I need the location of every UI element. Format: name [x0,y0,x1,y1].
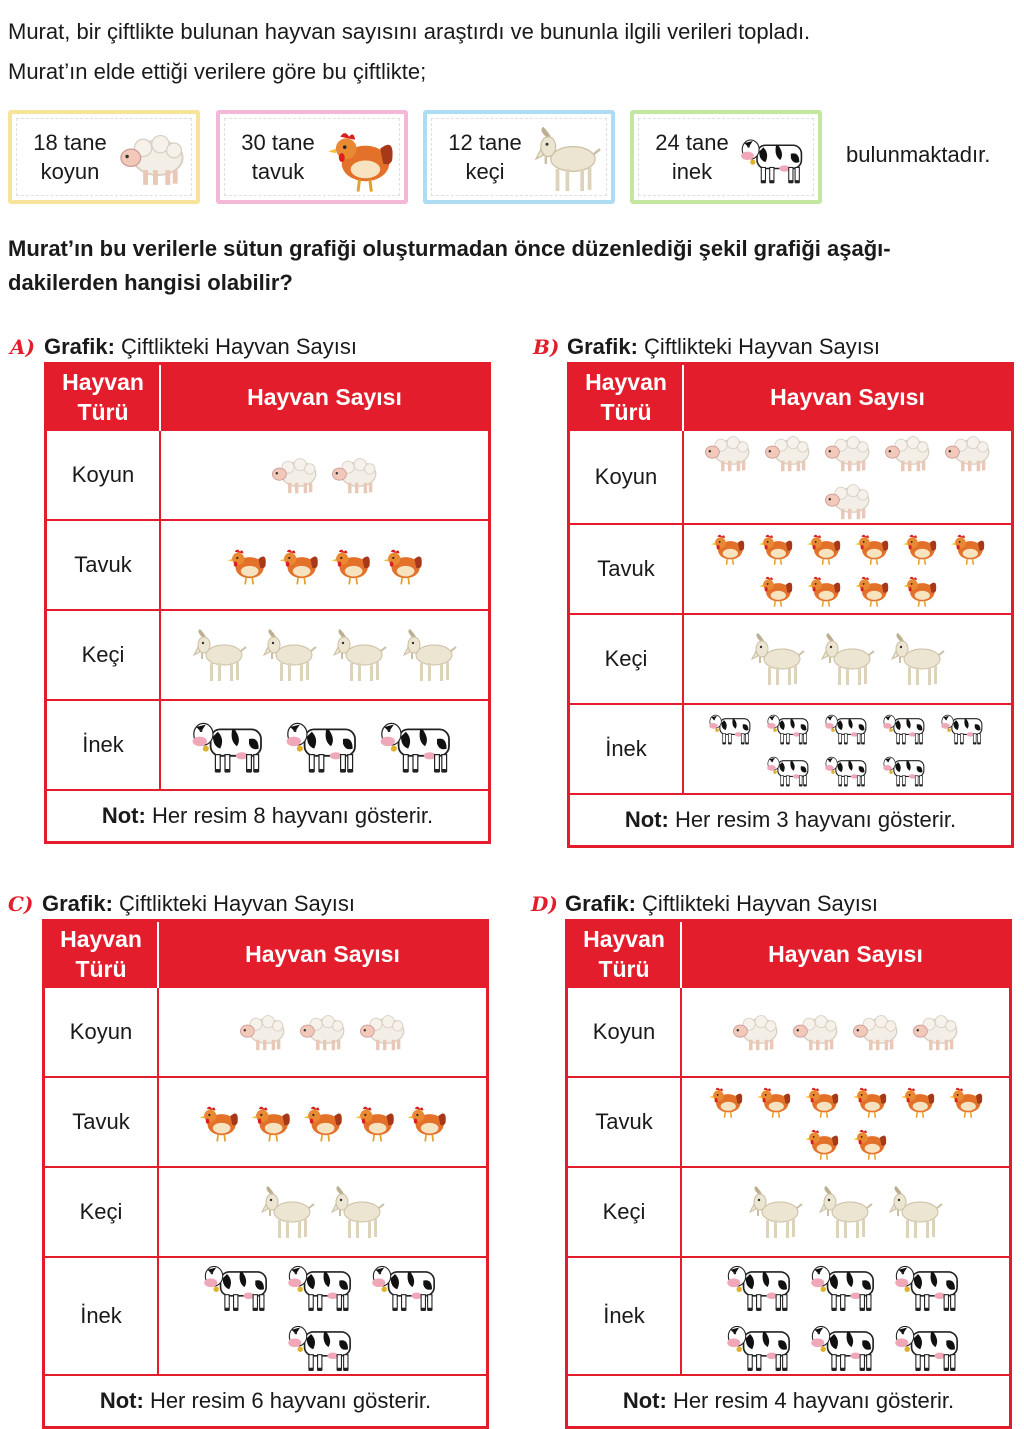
goat-icon [327,1182,389,1242]
graph-label: Grafik: [44,334,115,359]
option-letter: A) [10,335,35,359]
graph-label: Grafik: [567,334,638,359]
card-count: 24 tane [655,130,729,155]
row-icons [683,524,1013,614]
goat-icon [531,122,605,196]
row-animal-name: Keçi [567,1167,682,1257]
row-animal-name: Koyun [46,430,161,520]
sheep-icon [269,453,321,497]
note-label: Not: [99,1388,144,1413]
cards-tail-text: bulunmaktadır. [846,142,991,167]
row-icons [160,610,490,700]
card-cow [630,110,822,204]
intro-text [8,12,1016,92]
row-animal-name: Keçi [569,614,684,704]
goat-icon [329,625,391,685]
cow-icon [707,709,757,747]
table-row [44,1077,488,1167]
table-row [46,520,490,610]
table-row [46,430,490,520]
note-text: Her resim 4 hayvanı gösterir. [672,1388,955,1413]
note-cell [44,1375,488,1428]
row-icons [681,1077,1011,1167]
row-icons [683,614,1013,704]
sheep-icon [882,431,934,475]
row-animal-name: Koyun [567,987,682,1077]
table-row [567,987,1011,1077]
cow-icon [285,1258,361,1314]
table-header [569,364,1013,431]
cow-icon [724,1318,800,1374]
sheep-icon [116,122,190,196]
chicken-icon [804,571,844,609]
goat-icon [189,625,251,685]
chicken-icon [852,571,892,609]
sheep-icon [702,431,754,475]
chicken-icon [381,543,425,587]
cow-icon [881,709,931,747]
chicken-icon [852,529,892,567]
chicken-icon [706,1082,746,1120]
row-icons [158,1257,488,1375]
cow-icon [376,715,462,775]
chicken-icon [804,529,844,567]
card-animal: inek [671,159,713,184]
table-header [44,921,488,988]
cow-icon [285,1318,361,1374]
sheep-icon [790,1010,842,1054]
chicken-icon [754,1082,794,1120]
row-icons [158,1077,488,1167]
header-animal-type: Hayvan Türü [46,364,161,431]
graph-title: Çiftlikteki Hayvan Sayısı [642,891,879,916]
header-animal-type: Hayvan Türü [44,921,159,988]
row-animal-name: Keçi [44,1167,159,1257]
cow-icon [765,709,815,747]
card-chicken [216,110,408,204]
option-b[interactable] [533,334,988,864]
row-animal-name: Koyun [569,430,684,524]
option-title [533,334,880,364]
row-icons [160,700,490,790]
note-cell [567,1375,1011,1428]
note-label: Not: [101,803,146,828]
question-line-1: Murat’ın bu verilerle sütun grafiği oluşturmadan önce düzenlediği şekil grafiği aşağı- [8,236,891,261]
goat-icon [745,1182,807,1242]
table-row [44,1167,488,1257]
note-row [46,790,490,843]
sheep-icon [762,431,814,475]
note-row [44,1375,488,1428]
note-label: Not: [622,1388,667,1413]
chicken-icon [756,571,796,609]
option-a[interactable] [10,334,465,864]
table-header [46,364,490,431]
question-line-2: dakilerden hangisi olabilir? [8,270,293,295]
header-animal-type: Hayvan Türü [569,364,684,431]
chicken-icon [850,1082,890,1120]
cow-icon [282,715,368,775]
row-animal-name: İnek [569,704,684,794]
question-text [8,232,1016,300]
card-animal: tavuk [251,159,305,184]
note-cell [569,794,1013,847]
goat-icon [747,629,809,689]
table-row [569,430,1013,524]
goat-icon [887,629,949,689]
chicken-icon [756,529,796,567]
table-row [567,1257,1011,1375]
row-icons [683,704,1013,794]
chicken-icon [948,529,988,567]
graph-title: Çiftlikteki Hayvan Sayısı [121,334,358,359]
row-animal-name: İnek [567,1257,682,1375]
header-animal-count: Hayvan Sayısı [683,364,1013,431]
option-d[interactable] [531,891,986,1421]
cow-icon [808,1258,884,1314]
row-animal-name: Tavuk [44,1077,159,1167]
sheep-icon [357,1010,409,1054]
chicken-icon [277,543,321,587]
header-animal-count: Hayvan Sayısı [160,364,490,431]
chicken-icon [353,1100,397,1144]
graph-label: Grafik: [42,891,113,916]
option-title [10,334,357,364]
note-text: Her resim 6 hayvanı gösterir. [149,1388,432,1413]
chicken-icon [850,1124,890,1162]
note-row [569,794,1013,847]
option-letter: C) [8,892,34,916]
row-animal-name: Tavuk [46,520,161,610]
pictograph-table [44,362,491,844]
card-count: 18 tane [33,130,107,155]
row-animal-name: Koyun [44,987,159,1077]
cow-icon [738,122,812,196]
row-icons [160,430,490,520]
row-icons [160,520,490,610]
cow-icon [765,751,815,789]
chicken-icon [708,529,748,567]
cow-icon [881,751,931,789]
sheep-icon [822,431,874,475]
option-title [8,891,355,921]
cow-icon [201,1258,277,1314]
card-sheep [8,110,200,204]
note-cell [46,790,490,843]
note-row [567,1375,1011,1428]
cow-icon [939,709,989,747]
pictograph-table [565,919,1012,1429]
goat-icon [399,625,461,685]
sheep-icon [822,479,874,523]
row-animal-name: Tavuk [567,1077,682,1167]
option-letter: D) [531,892,558,916]
cow-icon [369,1258,445,1314]
table-row [44,987,488,1077]
chicken-icon [802,1124,842,1162]
table-row [44,1257,488,1375]
option-c[interactable] [8,891,463,1421]
cow-icon [808,1318,884,1374]
cow-icon [892,1318,968,1374]
card-animal: koyun [40,159,100,184]
goat-icon [257,1182,319,1242]
cow-icon [823,751,873,789]
header-animal-count: Hayvan Sayısı [158,921,488,988]
table-row [46,700,490,790]
card-count: 30 tane [241,130,315,155]
option-letter: B) [533,335,560,359]
cow-icon [892,1258,968,1314]
card-animal: keçi [465,159,505,184]
row-icons [158,1167,488,1257]
note-label: Not: [624,807,669,832]
intro-line-1: Murat, bir çiftlikte bulunan hayvan sayısını araştırdı ve bununla ilgili verileri topladı. [8,19,811,44]
goat-icon [815,1182,877,1242]
goat-icon [817,629,879,689]
option-title [531,891,878,921]
pictograph-table [42,919,489,1429]
chicken-icon [301,1100,345,1144]
row-animal-name: İnek [46,700,161,790]
row-animal-name: Tavuk [569,524,684,614]
chicken-icon [197,1100,241,1144]
header-animal-type: Hayvan Türü [567,921,682,988]
table-row [567,1167,1011,1257]
sheep-icon [850,1010,902,1054]
goat-icon [259,625,321,685]
graph-title: Çiftlikteki Hayvan Sayısı [119,891,356,916]
chicken-icon [802,1082,842,1120]
sheep-icon [942,431,994,475]
chicken-icon [249,1100,293,1144]
sheep-icon [237,1010,289,1054]
chicken-icon [946,1082,986,1120]
data-cards [8,110,1016,210]
row-icons [683,430,1013,524]
graph-label: Grafik: [565,891,636,916]
cow-icon [823,709,873,747]
card-goat [423,110,615,204]
row-icons [681,987,1011,1077]
chicken-icon [898,1082,938,1120]
table-row [567,1077,1011,1167]
sheep-icon [910,1010,962,1054]
cow-icon [188,715,274,775]
row-animal-name: Keçi [46,610,161,700]
table-row [569,614,1013,704]
table-header [567,921,1011,988]
card-count: 12 tane [448,130,522,155]
table-row [569,704,1013,794]
note-text: Her resim 8 hayvanı gösterir. [151,803,434,828]
sheep-icon [297,1010,349,1054]
row-icons [158,987,488,1077]
header-animal-count: Hayvan Sayısı [681,921,1011,988]
sheep-icon [730,1010,782,1054]
chicken-icon [900,571,940,609]
table-row [46,610,490,700]
table-row [569,524,1013,614]
cow-icon [724,1258,800,1314]
note-text: Her resim 3 hayvanı gösterir. [674,807,957,832]
chicken-icon [900,529,940,567]
chicken-icon [225,543,269,587]
row-icons [681,1167,1011,1257]
chicken-icon [329,543,373,587]
chicken-icon [324,122,398,196]
row-animal-name: İnek [44,1257,159,1375]
sheep-icon [329,453,381,497]
chicken-icon [405,1100,449,1144]
graph-title: Çiftlikteki Hayvan Sayısı [644,334,881,359]
row-icons [681,1257,1011,1375]
goat-icon [885,1182,947,1242]
pictograph-table [567,362,1014,848]
intro-line-2: Murat’ın elde ettiği verilere göre bu çiftlikte; [8,59,427,84]
